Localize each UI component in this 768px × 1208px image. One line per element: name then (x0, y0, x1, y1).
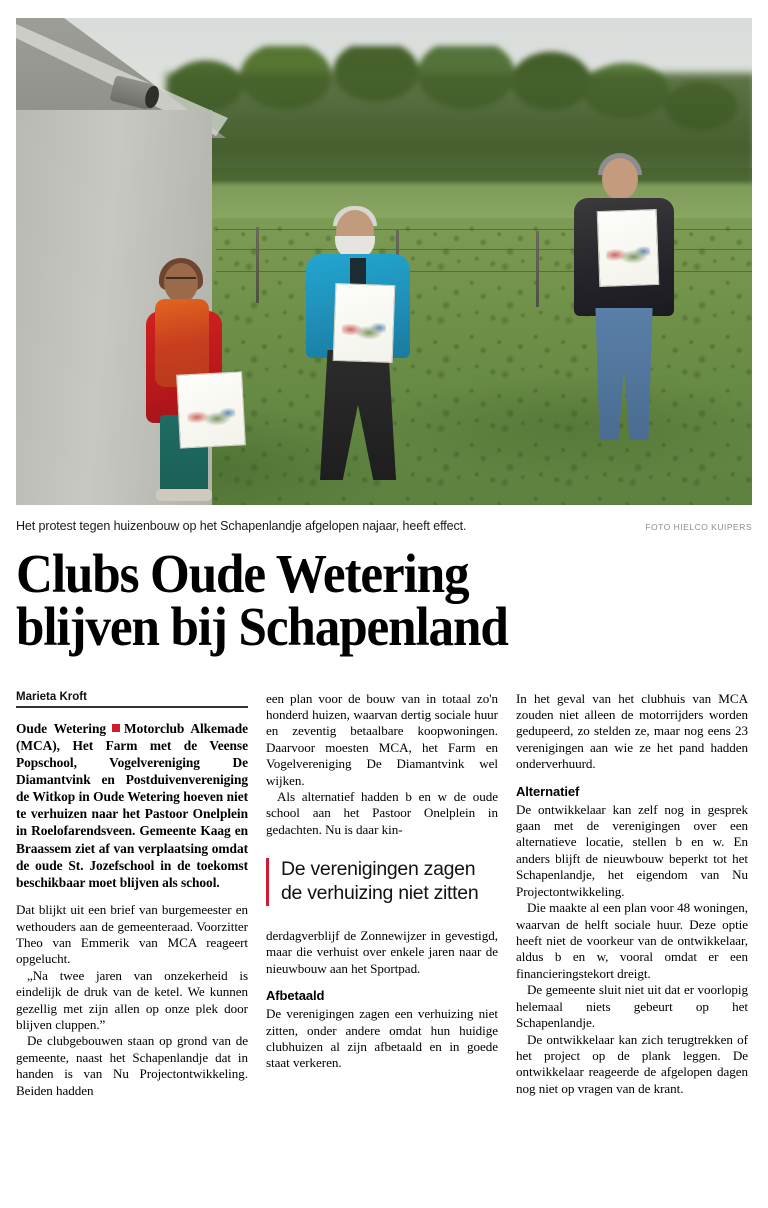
paragraph: Die maakte al een plan voor 48 woningen, waarvan de helft sociale huur. Deze optie heeft niet de voorkeur van de ontwikkelaar, aldus b en w, vooral omdat er een financieringstekort dreigt. (516, 900, 748, 981)
section-subhead: Afbetaald (266, 988, 325, 1004)
legs (320, 350, 396, 480)
article-column-3 (516, 691, 748, 1100)
newspaper-page (0, 18, 768, 1208)
photo-credit: FOTO HIELCO KUIPERS (645, 522, 752, 532)
protest-poster (333, 283, 396, 363)
person-woman-red-coat (138, 263, 234, 505)
person-man-teal-jacket (302, 210, 414, 505)
article-columns (16, 691, 752, 1100)
glasses-icon (166, 277, 196, 285)
jeans (590, 308, 658, 440)
shoes (156, 489, 212, 501)
headline-line-2: blijven bij Schapenland (16, 596, 508, 658)
article-column-1 (16, 691, 248, 1100)
paragraph: De clubgebouwen staan op grond van de gemeente, naast het Schapenlandje dat in handen is van Nu Projectontwikkeling. Beiden hadden (16, 1033, 248, 1098)
paragraph: Dat blijkt uit een brief van burgemeester en wethouders aan de gemeenteraad. Voorzitter Theo van Emmerik van MCA reageert opgelucht. (16, 902, 248, 967)
caption-row (16, 519, 752, 533)
page-title (16, 543, 700, 658)
protest-poster (597, 209, 660, 287)
article-column-2 (266, 691, 498, 1100)
article-photo (16, 18, 752, 505)
red-square-bullet-icon (112, 724, 120, 732)
protest-poster (176, 371, 246, 448)
paragraph: De ontwikkelaar kan zelf nog in gesprek gaan met de verenigingen over een alternatieve locatie, stellen b en w. En anders blijft de nieuwbouw beperkt tot het Schapenlandje, het eigendom van Nu Projectontwikkeling. (516, 801, 748, 899)
paragraph: In het geval van het clubhuis van MCA zouden niet alleen de motorrijders worden gedupeerd, zo stelden ze, maar nog eens 23 verenigingen aan wie ze het pand hadden onderverhuurd. (516, 690, 748, 772)
dateline: Oude Wetering (16, 720, 107, 736)
pull-quote: De verenigingen zagen de verhuizing niet zitten (266, 858, 498, 906)
photo-caption: Het protest tegen huizenbouw op het Schapenlandje afgelopen najaar, heeft effect. (16, 519, 467, 533)
article-photo-block (16, 18, 752, 505)
head (602, 158, 638, 200)
paragraph: De gemeente sluit niet uit dat er voorlopig helemaal niets gebeurt op het Schapenlandje. (516, 982, 748, 1031)
section-subhead: Alternatief (516, 783, 580, 799)
paragraph: De verenigingen zagen een verhuizing niet zitten, onder andere omdat hun huidige clubhuizen al zijn afbetaald en in goede staat verkeren. (266, 1006, 498, 1071)
paragraph: De ontwikkelaar kan zich terugtrekken of het project op de plank leggen. De ontwikkelaar reageerde de afgelopen dagen nog niet op vragen van de krant. (516, 1031, 748, 1096)
paragraph: Als alternatief hadden b en w de oude school aan het Pastoor Onelplein in gedachten. Nu is daar kin- (266, 789, 498, 837)
paragraph: een plan voor de bouw van in totaal zo'n honderd huizen, waarvan dertig sociale huur en zeventig betaalbare koopwoningen. Daarvoor moesten MCA, het Farm en Vogelvereniging De Diamantvink wel wijken. (266, 690, 498, 788)
lead-text: Motorclub Alkemade (MCA), Het Farm met de Veense Popschool, Vogelvereniging De Diamantvink en Postduivenvereniging de Witkop in Oude Wetering hoeven niet te verhuizen naar het Pastoor Onelplein in Roelofarendsveen. Gemeente Kaag en Braassem ziet af van verplaatsing omdat de oude St. Jozefschool in de toekomst beschikbaar moet blijven als school. (16, 720, 248, 890)
paragraph: „Na twee jaren van onzekerheid is eindelijk de druk van de ketel. We kunnen gezellig met zijn allen op onze plek door blijven cluppen.” (16, 967, 248, 1033)
lead-paragraph (16, 720, 248, 892)
byline: Marieta Kroft (16, 691, 248, 708)
paragraph: derdagverblijf de Zonnewijzer in gevestigd, maar die verhuist over enkele jaren naar de nieuwbouw aan het Sportpad. (266, 927, 498, 976)
person-man-dark-jacket (568, 158, 680, 458)
headline-line-1: Clubs Oude Wetering (16, 543, 469, 604)
